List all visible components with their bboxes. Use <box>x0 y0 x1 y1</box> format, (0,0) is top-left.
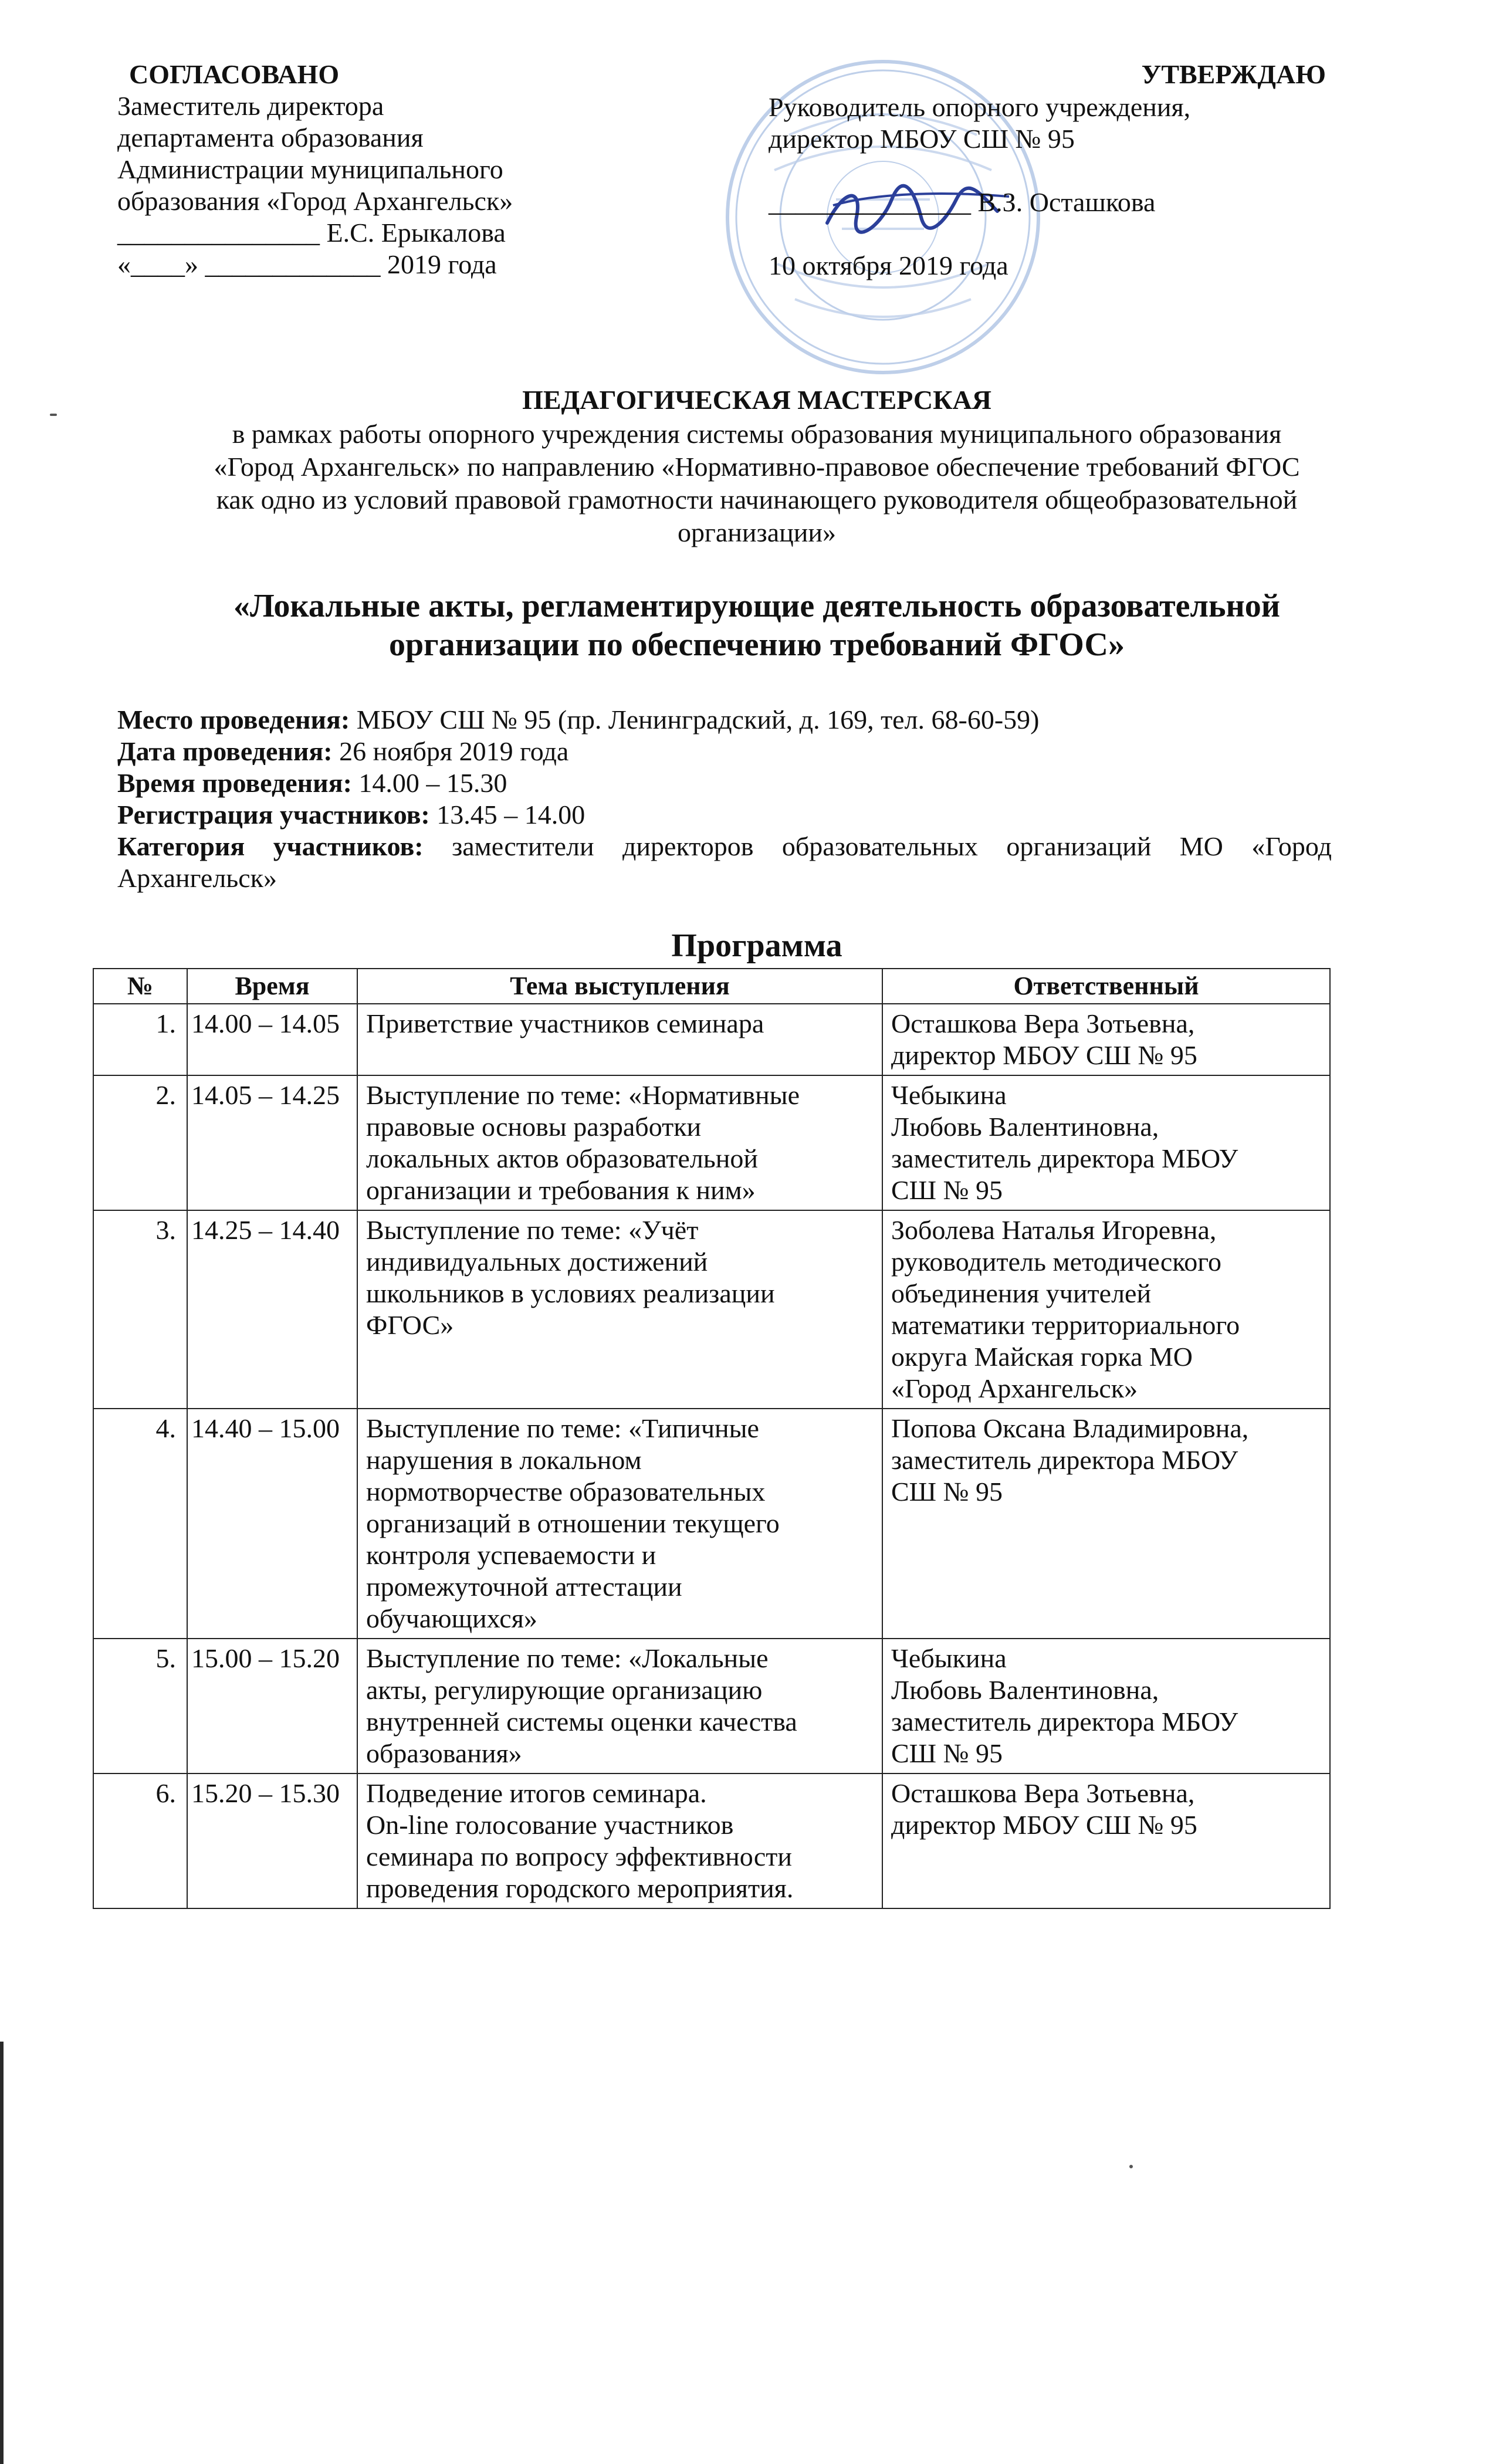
row-topic-line: нарушения в локальном <box>366 1445 642 1475</box>
event-details <box>117 704 1332 894</box>
row-responsible-line: руководитель методического <box>891 1247 1222 1277</box>
document-subtitle-line: в рамках работы опорного учреждения системы образования муниципального образования <box>232 419 1282 449</box>
row-topic-line: семинара по вопросу эффективности <box>366 1842 792 1871</box>
row-topic-line: Выступление по теме: «Типичные <box>366 1413 759 1443</box>
row-responsible <box>882 1004 1330 1075</box>
approval-approved-spacer <box>769 218 1190 250</box>
event-place-label: Место проведения: <box>117 705 350 735</box>
row-responsible <box>882 1639 1330 1773</box>
row-topic-line: On-line голосование участников <box>366 1810 734 1840</box>
event-registration <box>117 799 1332 831</box>
row-responsible-line: математики территориального <box>891 1310 1240 1340</box>
row-topic-line: школьников в условиях реализации <box>366 1278 775 1308</box>
row-number: 6. <box>93 1773 187 1908</box>
table-row <box>93 1210 1330 1409</box>
seminar-topic <box>88 587 1426 664</box>
approval-agreed-title: СОГЛАСОВАНО <box>129 59 340 89</box>
row-topic-line: локальных актов образовательной <box>366 1143 759 1173</box>
table-row <box>93 1075 1330 1210</box>
document-subtitle <box>88 418 1426 549</box>
row-responsible-line: директор МБОУ СШ № 95 <box>891 1040 1197 1070</box>
approval-agreed-line: _______________ Е.С. Ерыкалова <box>117 218 506 248</box>
row-topic <box>357 1639 882 1773</box>
row-time: 15.00 – 15.20 <box>187 1639 357 1773</box>
row-topic-line: образования» <box>366 1738 522 1768</box>
event-place <box>117 704 1332 736</box>
row-responsible-line: Зоболева Наталья Игоревна, <box>891 1215 1217 1245</box>
row-responsible-line: Чебыкина <box>891 1080 1007 1110</box>
approval-approved-signature-line: _______________ В.З. Осташкова <box>769 187 1156 217</box>
approval-agreed-line: «____» _____________ 2019 года <box>117 249 497 279</box>
row-topic-line: обучающихся» <box>366 1603 537 1633</box>
table-row <box>93 1773 1330 1908</box>
row-topic-line: акты, регулирующие организацию <box>366 1675 763 1705</box>
column-header-topic: Тема выступления <box>357 969 882 1004</box>
row-responsible <box>882 1075 1330 1210</box>
approval-agreed-line: образования «Город Архангельск» <box>117 186 513 216</box>
event-category-continued: Архангельск» <box>117 863 277 893</box>
row-topic <box>357 1773 882 1908</box>
event-registration-value: 13.45 – 14.00 <box>429 800 585 830</box>
table-row <box>93 1409 1330 1639</box>
row-responsible-line: заместитель директора МБОУ <box>891 1445 1238 1475</box>
row-responsible-line: Любовь Валентиновна, <box>891 1112 1159 1142</box>
row-topic <box>357 1004 882 1075</box>
row-number: 3. <box>93 1210 187 1409</box>
row-topic-line: Выступление по теме: «Нормативные <box>366 1080 800 1110</box>
row-responsible-line: Любовь Валентиновна, <box>891 1675 1159 1705</box>
row-topic-line: Подведение итогов семинара. <box>366 1778 707 1808</box>
row-responsible-line: Чебыкина <box>891 1643 1007 1673</box>
seminar-topic-line: организации по обеспечению требований ФГОС» <box>389 627 1125 663</box>
column-header-responsible: Ответственный <box>882 969 1330 1004</box>
document-subtitle-line: «Город Архангельск» по направлению «Нормативно-правовое обеспечение требований ФГОС <box>214 452 1300 482</box>
approval-approved-line: Руководитель опорного учреждения, <box>769 92 1191 122</box>
row-responsible-line: заместитель директора МБОУ <box>891 1707 1238 1737</box>
scan-speck <box>1129 2165 1133 2168</box>
approval-approved-line: директор МБОУ СШ № 95 <box>769 124 1075 154</box>
program-table <box>93 968 1331 1909</box>
event-date-label: Дата проведения: <box>117 736 333 766</box>
row-responsible-line: Осташкова Вера Зотьевна, <box>891 1778 1195 1808</box>
event-category-value: заместители директоров образовательных организаций МО «Город <box>423 831 1332 861</box>
row-responsible-line: Осташкова Вера Зотьевна, <box>891 1008 1195 1038</box>
row-topic <box>357 1409 882 1639</box>
approval-approved-spacer <box>769 155 1190 187</box>
event-time-label: Время проведения: <box>117 768 352 798</box>
event-time-value: 14.00 – 15.30 <box>351 768 507 798</box>
row-number: 2. <box>93 1075 187 1210</box>
event-time <box>117 767 1332 799</box>
row-responsible-line: СШ № 95 <box>891 1175 1003 1205</box>
scan-speck <box>50 414 57 416</box>
row-time: 15.20 – 15.30 <box>187 1773 357 1908</box>
row-time: 14.00 – 14.05 <box>187 1004 357 1075</box>
event-category <box>117 831 1332 862</box>
row-topic-line: индивидуальных достижений <box>366 1247 708 1277</box>
table-row <box>93 1004 1330 1075</box>
row-responsible-line: объединения учителей <box>891 1278 1152 1308</box>
document-subtitle-line: как одно из условий правовой грамотности начинающего руководителя общеобразовательной <box>216 485 1298 515</box>
approval-agreed-line: Администрации муниципального <box>117 154 503 184</box>
row-responsible-line: округа Майская горка МО <box>891 1342 1193 1372</box>
seminar-topic-line: «Локальные акты, регламентирующие деятельность образовательной <box>233 588 1280 624</box>
row-responsible-line: «Город Архангельск» <box>891 1373 1138 1403</box>
row-responsible-line: СШ № 95 <box>891 1477 1003 1507</box>
table-row <box>93 1639 1330 1773</box>
row-topic-line: Выступление по теме: «Локальные <box>366 1643 769 1673</box>
row-topic-line: промежуточной аттестации <box>366 1572 682 1602</box>
row-responsible-line: СШ № 95 <box>891 1738 1003 1768</box>
row-topic-line: Приветствие участников семинара <box>366 1008 764 1038</box>
row-topic-line: организации и требования к ним» <box>366 1175 756 1205</box>
approval-approved-date: 10 октября 2019 года <box>769 251 1008 280</box>
row-topic-line: контроля успеваемости и <box>366 1540 656 1570</box>
approval-agreed-line: Заместитель директора <box>117 91 384 121</box>
row-responsible <box>882 1210 1330 1409</box>
row-responsible <box>882 1409 1330 1639</box>
row-topic-line: ФГОС» <box>366 1310 454 1340</box>
approval-approved-title: УТВЕРЖДАЮ <box>1141 59 1326 89</box>
event-date <box>117 736 1332 767</box>
event-registration-label: Регистрация участников: <box>117 800 430 830</box>
row-number: 1. <box>93 1004 187 1075</box>
row-time: 14.25 – 14.40 <box>187 1210 357 1409</box>
scan-edge-line <box>0 2042 4 2464</box>
column-header-number: № <box>93 969 187 1004</box>
row-responsible-line: заместитель директора МБОУ <box>891 1143 1238 1173</box>
row-topic-line: внутренней системы оценки качества <box>366 1707 797 1737</box>
approval-agreed-line: департамента образования <box>117 123 424 153</box>
row-time: 14.05 – 14.25 <box>187 1075 357 1210</box>
document-subtitle-line: организации» <box>678 517 836 547</box>
row-topic-line: организаций в отношении текущего <box>366 1508 780 1538</box>
table-header-row <box>93 969 1330 1004</box>
document-title: ПЕДАГОГИЧЕСКАЯ МАСТЕРСКАЯ <box>522 385 991 415</box>
event-category-label: Категория участников: <box>117 831 424 861</box>
row-responsible <box>882 1773 1330 1908</box>
row-number: 5. <box>93 1639 187 1773</box>
program-rows <box>93 1004 1330 1908</box>
row-time: 14.40 – 15.00 <box>187 1409 357 1639</box>
event-date-value: 26 ноября 2019 года <box>332 736 569 766</box>
row-topic <box>357 1210 882 1409</box>
row-number: 4. <box>93 1409 187 1639</box>
row-topic-line: нормотворчестве образовательных <box>366 1477 766 1507</box>
program-title: Программа <box>671 928 842 964</box>
event-place-value: МБОУ СШ № 95 (пр. Ленинградский, д. 169, тел. 68-60-59) <box>350 705 1040 735</box>
row-responsible-line: директор МБОУ СШ № 95 <box>891 1810 1197 1840</box>
row-responsible-line: Попова Оксана Владимировна, <box>891 1413 1249 1443</box>
row-topic-line: Выступление по теме: «Учёт <box>366 1215 699 1245</box>
approval-agreed-block <box>117 59 704 280</box>
row-topic-line: правовые основы разработки <box>366 1112 702 1142</box>
row-topic-line: проведения городского мероприятия. <box>366 1873 794 1903</box>
row-topic <box>357 1075 882 1210</box>
column-header-time: Время <box>187 969 357 1004</box>
